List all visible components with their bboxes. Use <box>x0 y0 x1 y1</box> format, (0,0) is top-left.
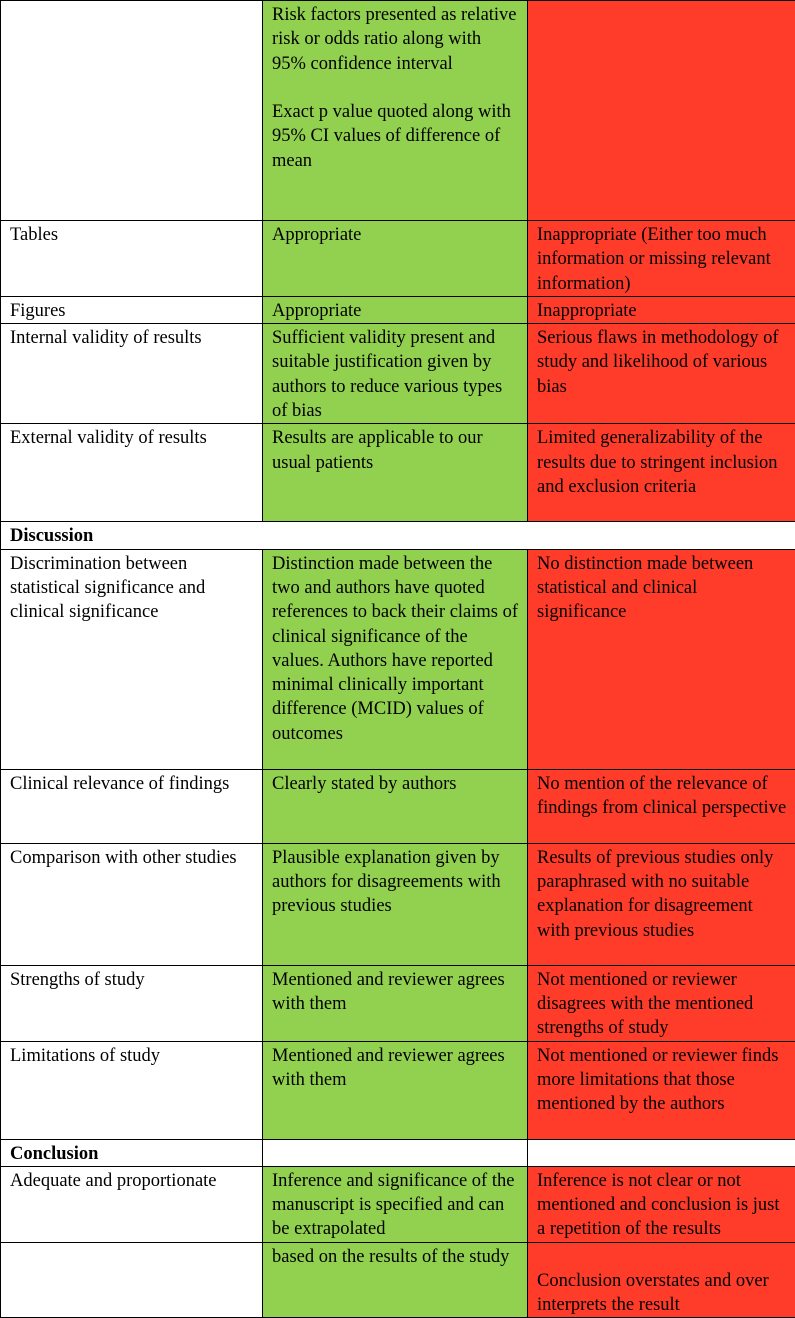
criterion-cell: Discrimination between statistical significance and clinical significance <box>1 549 263 769</box>
good-criteria-cell: Clearly stated by authors <box>263 769 528 843</box>
good-criteria-cell: Appropriate <box>263 221 528 297</box>
table-row-limitations <box>1 1041 795 1139</box>
table-row-adequate <box>1 1166 795 1242</box>
poor-criteria-cell: Serious flaws in methodology of study and likelihood of various bias <box>528 324 795 424</box>
poor-criteria-cell: Inappropriate <box>528 296 795 323</box>
empty-cell <box>528 1139 795 1166</box>
criterion-cell: Clinical relevance of findings <box>1 769 263 843</box>
poor-criteria-cell: Results of previous studies only paraphrased with no suitable explanation for disagreement with previous studies <box>528 843 795 965</box>
section-header-discussion <box>1 522 795 549</box>
good-criteria-cell <box>263 1 528 221</box>
good-criteria-cell: Sufficient validity present and suitable justification given by authors to reduce various types of bias <box>263 324 528 424</box>
poor-criteria-cell: No distinction made between statistical and clinical significance <box>528 549 795 769</box>
criterion-cell <box>1 1 263 221</box>
empty-cell <box>263 1139 528 1166</box>
poor-criteria-cell: Inference is not clear or not mentioned and conclusion is just a repetition of the results <box>528 1166 795 1242</box>
criterion-cell: Internal validity of results <box>1 324 263 424</box>
section-title: Conclusion <box>1 1139 263 1166</box>
poor-criteria-cell: Limited generalizability of the results due to stringent inclusion and exclusion criteria <box>528 424 795 522</box>
table-row-risk-factors <box>1 1 795 221</box>
table-row-internal-validity <box>1 324 795 424</box>
good-criteria-cell: Mentioned and reviewer agrees with them <box>263 1041 528 1139</box>
criterion-cell: Tables <box>1 221 263 297</box>
poor-criteria-cell: Not mentioned or reviewer disagrees with the mentioned strengths of study <box>528 965 795 1041</box>
section-title: Discussion <box>1 522 795 549</box>
good-criteria-text: Exact p value quoted along with 95% CI values of difference of mean <box>272 100 519 173</box>
good-criteria-cell: Plausible explanation given by authors for disagreements with previous studies <box>263 843 528 965</box>
good-criteria-cell: Appropriate <box>263 296 528 323</box>
table-row-conclusion-continued <box>1 1242 795 1318</box>
good-criteria-cell: based on the results of the study <box>263 1242 528 1318</box>
criterion-cell: Figures <box>1 296 263 323</box>
table-row-clinical-relevance <box>1 769 795 843</box>
poor-criteria-cell: Inappropriate (Either too much information or missing relevant information) <box>528 221 795 297</box>
poor-criteria-cell <box>528 1242 795 1318</box>
good-criteria-text: Risk factors presented as relative risk or odds ratio along with 95% confidence interval <box>272 3 519 76</box>
poor-criteria-cell <box>528 1 795 221</box>
table-row-comparison <box>1 843 795 965</box>
poor-criteria-cell: No mention of the relevance of findings from clinical perspective <box>528 769 795 843</box>
table-row-tables <box>1 221 795 297</box>
criterion-cell: Adequate and proportionate <box>1 1166 263 1242</box>
good-criteria-cell: Distinction made between the two and authors have quoted references to back their claims of clinical significance of the values. Authors have reported minimal clinically important difference (MCID) values of outcomes <box>263 549 528 769</box>
criterion-cell: Strengths of study <box>1 965 263 1041</box>
criterion-cell: Comparison with other studies <box>1 843 263 965</box>
criterion-cell <box>1 1242 263 1318</box>
section-header-conclusion <box>1 1139 795 1166</box>
poor-criteria-text: Conclusion overstates and over interprets the result <box>537 1271 769 1315</box>
table-row-external-validity <box>1 424 795 522</box>
good-criteria-cell: Mentioned and reviewer agrees with them <box>263 965 528 1041</box>
table-row-strengths <box>1 965 795 1041</box>
table-row-figures <box>1 296 795 323</box>
criterion-cell: External validity of results <box>1 424 263 522</box>
good-criteria-cell: Results are applicable to our usual patients <box>263 424 528 522</box>
table-row-discrimination <box>1 549 795 769</box>
poor-criteria-cell: Not mentioned or reviewer finds more limitations that those mentioned by the authors <box>528 1041 795 1139</box>
criterion-cell: Limitations of study <box>1 1041 263 1139</box>
good-criteria-cell: Inference and significance of the manuscript is specified and can be extrapolated <box>263 1166 528 1242</box>
